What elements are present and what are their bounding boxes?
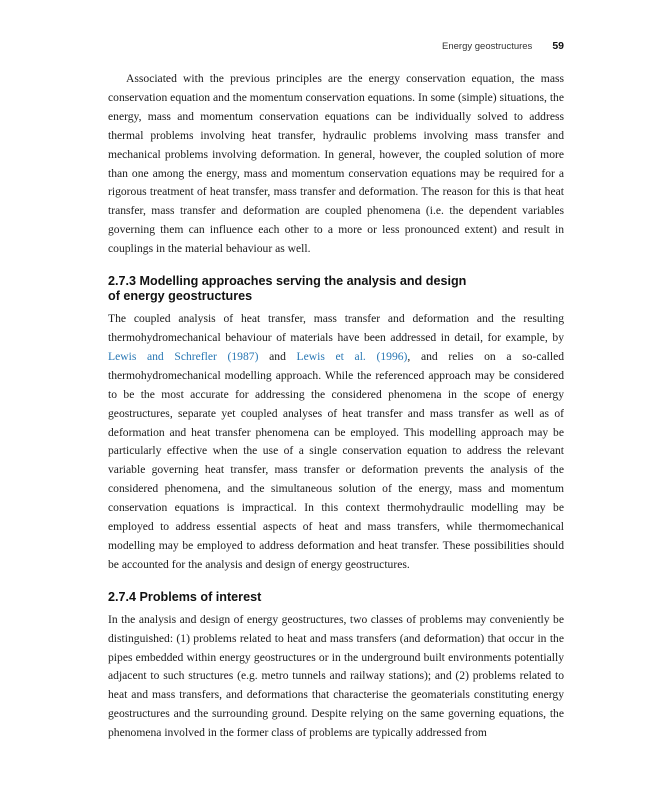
paragraph-text: and <box>269 349 286 363</box>
citation-link-lewis-et-al-1996[interactable]: Lewis et al. (1996) <box>296 349 408 363</box>
paragraph-text: , and relies on a so-called thermohydromechanical modelling approach. While the referenced approach may be considered to be the most accurate for addressing the considered phenomena in the scope of energy geostructures, separate yet coupled analyses of heat transfer and mass transfer as well as of deformation and heat transfer phenomena can be employed. This modelling approach may be particularly effective when the use of a single conservation equation to address the relevant variable governing heat transfer, mass transfer or deformation prevents the analysis of the considered phenomena, and the simultaneous solution of the energy, mass and momentum conservation equations is impractical. In this context thermohydraulic modelling may be employed to address essential aspects of heat and mass transfers, while thermomechanical modelling may be employed to address deformation and heat transfer. These possibilities should be accounted for the analysis and design of energy geostructures. <box>108 349 565 571</box>
section-number: 2.7.3 <box>108 274 137 289</box>
section-2-7-4-paragraph: In the analysis and design of energy geostructures, two classes of problems may conveniently be distinguished: (1) problems related to heat and mass transfers (and deformation) that occur in the pipes embedded within energy geostructures or in the underground built environments potentially adjacent to such structures (e.g. metro tunnels and railway stations); and (2) problems related to heat and mass transfers, and deformations that characterise the geomaterials constituting energy geostructures and the surrounding ground. Despite relying on the same governing equations, the phenomena involved in the former class of problems are typically addressed from <box>108 612 564 740</box>
section-number: 2.7.4 <box>108 589 137 604</box>
section-2-7-3-heading <box>108 274 564 304</box>
running-header <box>108 40 564 52</box>
page-body <box>108 70 564 743</box>
page-number: 59 <box>552 40 564 52</box>
section-title-line2: of energy geostructures <box>108 289 253 304</box>
paragraph-text: The coupled analysis of heat transfer, mass transfer and deformation and the resulting thermohydromechanical behaviour of materials have been addressed in detail, for example, by <box>108 312 564 344</box>
intro-paragraph: Associated with the previous principles are the energy conservation equation, the mass conservation equation and the momentum conservation equations. In some (simple) situations, the energy, mass and momentum conservation equations can be individually solved to address thermal problems involving heat transfer, hydraulic problems involving mass transfer and mechanical problems involving deformation. In general, however, the coupled solution of more than one among the energy, mass and momentum conservation equations may be required for a rigorous treatment of heat transfer, mass transfer and deformation. The reason for this is that heat transfer, mass transfer and deformation are coupled phenomena (i.e. the dependent variables governing them can influence each other to a more or less pronounced extent) and result in couplings in the material behaviour as well. <box>108 72 564 256</box>
section-title-line1: Modelling approaches serving the analysis and design <box>139 274 467 289</box>
section-2-7-4-heading <box>108 590 564 605</box>
citation-link-lewis-schrefler-1987[interactable]: Lewis and Schrefler (1987) <box>108 349 259 363</box>
section-2-7-3-paragraph <box>108 310 564 575</box>
section-title: Problems of interest <box>139 589 262 604</box>
running-title: Energy geostructures <box>442 41 533 52</box>
